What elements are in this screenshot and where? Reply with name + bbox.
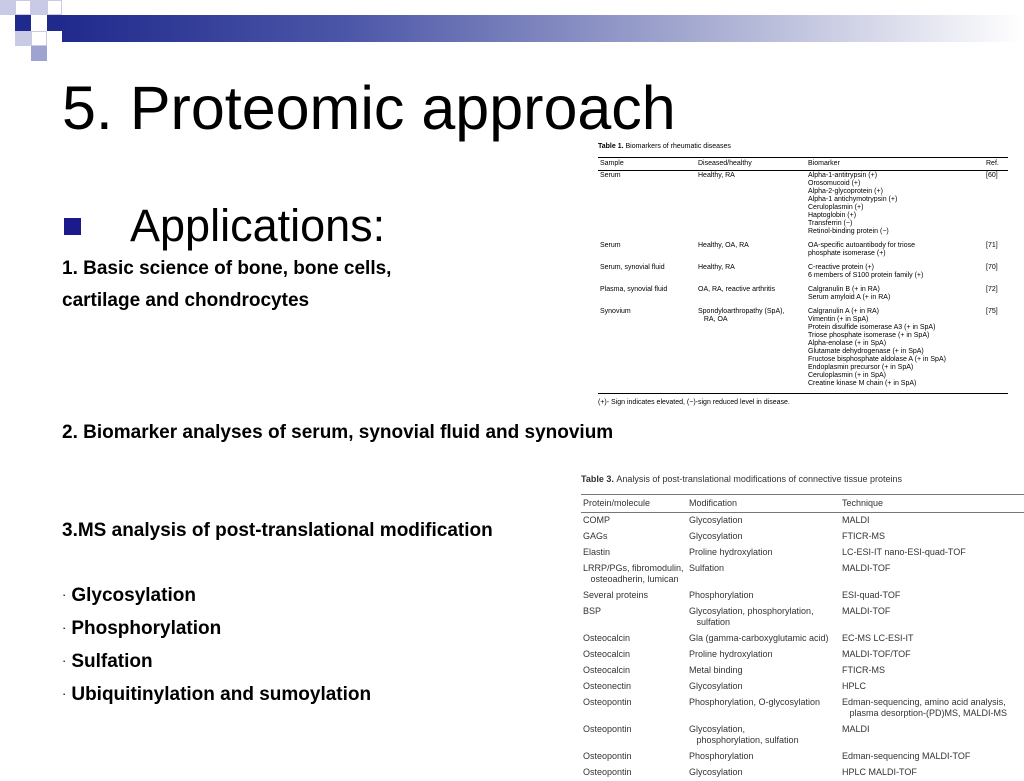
- table-cell: Edman-sequencing MALDI-TOF: [840, 749, 1024, 765]
- table-cell: [72]: [984, 285, 1008, 307]
- table-cell: FTICR-MS: [840, 529, 1024, 545]
- deco-square: [15, 0, 31, 15]
- table-cell: Osteopontin: [581, 722, 687, 749]
- table-cell: Elastin: [581, 545, 687, 561]
- table-cell: Plasma, synovial fluid: [598, 285, 696, 307]
- table-cell: MALDI-TOF/TOF: [840, 647, 1024, 663]
- table-row: [598, 307, 1008, 394]
- slide-title: 5. Proteomic approach: [62, 78, 676, 139]
- table-row: [581, 647, 1024, 663]
- deco-square: [31, 46, 47, 61]
- table-cell: Edman-sequencing, amino acid analysis, plasma desorption-(PD)MS, MALDI-MS: [840, 695, 1024, 722]
- table-cell: Synovium: [598, 307, 696, 394]
- table-row: [581, 561, 1024, 588]
- table3-figure: [581, 474, 1024, 781]
- table-cell: Gla (gamma-carboxyglutamic acid): [687, 631, 840, 647]
- text-line-1: 1. Basic science of bone, bone cells,: [62, 258, 391, 280]
- table-cell: Osteocalcin: [581, 663, 687, 679]
- text-line-2: cartilage and chondrocytes: [62, 290, 309, 312]
- table-cell: MALDI: [840, 513, 1024, 530]
- table-row: [598, 241, 1008, 263]
- list-item-label: Ubiquitinylation and sumoylation: [71, 684, 371, 705]
- table-row: [581, 529, 1024, 545]
- dot-bullet: ·: [62, 620, 66, 635]
- table-cell: HPLC: [840, 679, 1024, 695]
- table1-header-cell: Sample: [598, 158, 696, 171]
- table-cell: LRRP/PGs, fibromodulin, osteoadherin, lumican: [581, 561, 687, 588]
- table-cell: Alpha-1-antitrypsin (+) Orosomucoid (+) Alpha-2-glycoprotein (+) Alpha-1 antichymotrypsin (+) Ceruloplasmin (+) Haptoglobin (+) Transferrin (−) Retinol-binding protein (−): [806, 171, 984, 242]
- table-cell: [60]: [984, 171, 1008, 242]
- table-cell: Phosphorylation, O-glycosylation: [687, 695, 840, 722]
- table-row: [581, 749, 1024, 765]
- table-cell: EC-MS LC-ESI-IT: [840, 631, 1024, 647]
- deco-square: [0, 0, 15, 15]
- table-cell: Healthy, OA, RA: [696, 241, 806, 263]
- table-cell: BSP: [581, 604, 687, 631]
- table-cell: Proline hydroxylation: [687, 647, 840, 663]
- deco-square: [15, 31, 31, 46]
- table3-header-row: [581, 495, 1024, 513]
- table-cell: Glycosylation: [687, 529, 840, 545]
- table-cell: MALDI-TOF: [840, 604, 1024, 631]
- table-row: [581, 695, 1024, 722]
- table-cell: Metal binding: [687, 663, 840, 679]
- table3-caption-text: Analysis of post-translational modifications of connective tissue proteins: [616, 474, 902, 484]
- table-cell: Glycosylation: [687, 679, 840, 695]
- table-cell: MALDI: [840, 722, 1024, 749]
- table-row: [598, 263, 1008, 285]
- table-cell: Glycosylation, phosphorylation, sulfation: [687, 604, 840, 631]
- table-cell: Healthy, RA: [696, 263, 806, 285]
- text-line-4: 3.MS analysis of post-translational modification: [62, 520, 493, 542]
- table-cell: [75]: [984, 307, 1008, 394]
- table-row: [581, 588, 1024, 604]
- table-cell: Serum, synovial fluid: [598, 263, 696, 285]
- table-cell: Sulfation: [687, 561, 840, 588]
- table-cell: Healthy, RA: [696, 171, 806, 242]
- table3-header-cell: Technique: [840, 495, 1024, 513]
- list-item: [62, 585, 196, 607]
- table-row: [581, 513, 1024, 530]
- table-cell: MALDI-TOF: [840, 561, 1024, 588]
- table3-header-cell: Protein/molecule: [581, 495, 687, 513]
- table-cell: [71]: [984, 241, 1008, 263]
- table-cell: Serum: [598, 171, 696, 242]
- table-cell: Osteopontin: [581, 695, 687, 722]
- table-row: [581, 545, 1024, 561]
- deco-square: [47, 0, 62, 15]
- table-cell: C-reactive protein (+) 6 members of S100 protein family (+): [806, 263, 984, 285]
- table-row: [581, 663, 1024, 679]
- table-cell: Osteopontin: [581, 749, 687, 765]
- header-gradient-bar: [62, 15, 1024, 42]
- table-row: [581, 765, 1024, 781]
- table-cell: Osteocalcin: [581, 647, 687, 663]
- table-row: [581, 631, 1024, 647]
- table3-header-cell: Modification: [687, 495, 840, 513]
- table1-body: [598, 171, 1008, 394]
- table-cell: Several proteins: [581, 588, 687, 604]
- table-cell: GAGs: [581, 529, 687, 545]
- table-cell: HPLC MALDI-TOF: [840, 765, 1024, 781]
- table-cell: Glycosylation, phosphorylation, sulfation: [687, 722, 840, 749]
- list-item-label: Phosphorylation: [71, 618, 221, 639]
- table-row: [581, 722, 1024, 749]
- list-item: [62, 618, 221, 640]
- bullet-text: Applications:: [130, 200, 385, 252]
- text-line-3: 2. Biomarker analyses of serum, synovial fluid and synovium: [62, 422, 613, 444]
- table-cell: Spondyloarthropathy (SpA), RA, OA: [696, 307, 806, 394]
- table-cell: Phosphorylation: [687, 588, 840, 604]
- table-cell: FTICR-MS: [840, 663, 1024, 679]
- table-cell: Calgranulin B (+ in RA) Serum amyloid A (+ in RA): [806, 285, 984, 307]
- table3-caption-label: Table 3.: [581, 474, 614, 484]
- list-item: [62, 684, 371, 706]
- table-cell: Calgranulin A (+ in RA) Vimentin (+ in SpA) Protein disulfide isomerase A3 (+ in SpA) Triose phosphate isomerase (+ in SpA) Alpha-enolase (+ in SpA) Glutamate dehydrogenase (+ in SpA) Fructose bisphosphate aldolase A (+ in SpA) Endoplasmin precursor (+ in SpA) Ceruloplasmin (+ in SpA) Creatine kinase M chain (+ in SpA): [806, 307, 984, 394]
- table1-header-row: [598, 158, 1008, 171]
- table-cell: [70]: [984, 263, 1008, 285]
- table1-header-cell: Ref.: [984, 158, 1008, 171]
- table-cell: Phosphorylation: [687, 749, 840, 765]
- table1-caption-text: Biomarkers of rheumatic diseases: [626, 143, 731, 150]
- table-cell: OA-specific autoantibody for triose phosphate isomerase (+): [806, 241, 984, 263]
- table1-header-cell: Diseased/healthy: [696, 158, 806, 171]
- table-cell: ESI-quad-TOF: [840, 588, 1024, 604]
- list-item-label: Glycosylation: [71, 585, 196, 606]
- dot-bullet: ·: [62, 686, 66, 701]
- table1-footnote: (+)- Sign indicates elevated, (−)-sign reduced level in disease.: [598, 399, 1008, 407]
- table3-body: [581, 513, 1024, 781]
- deco-square: [31, 0, 47, 15]
- table1-caption: [598, 143, 1008, 151]
- table-cell: Osteopontin: [581, 765, 687, 781]
- deco-square: [15, 15, 31, 31]
- table-cell: Proline hydroxylation: [687, 545, 840, 561]
- table-row: [598, 285, 1008, 307]
- deco-square: [47, 15, 62, 31]
- table3-caption: [581, 474, 1024, 485]
- table-cell: Osteocalcin: [581, 631, 687, 647]
- table3: [581, 494, 1024, 781]
- table-row: [598, 171, 1008, 242]
- list-item-label: Sulfation: [71, 651, 152, 672]
- deco-square: [31, 15, 47, 31]
- table-cell: OA, RA, reactive arthritis: [696, 285, 806, 307]
- deco-square: [0, 15, 15, 31]
- table1: [598, 157, 1008, 394]
- table-cell: Glycosylation: [687, 513, 840, 530]
- list-item: [62, 651, 153, 673]
- table-cell: COMP: [581, 513, 687, 530]
- table-row: [581, 679, 1024, 695]
- table1-caption-label: Table 1.: [598, 143, 624, 150]
- table1-header-cell: Biomarker: [806, 158, 984, 171]
- table1-figure: [598, 143, 1008, 407]
- dot-bullet: ·: [62, 653, 66, 668]
- table-cell: Osteonectin: [581, 679, 687, 695]
- dot-bullet: ·: [62, 587, 66, 602]
- deco-square: [31, 31, 47, 46]
- table-cell: Glycosylation: [687, 765, 840, 781]
- table-cell: Serum: [598, 241, 696, 263]
- square-bullet-icon: [64, 218, 81, 235]
- table-cell: LC-ESI-IT nano-ESI-quad-TOF: [840, 545, 1024, 561]
- table-row: [581, 604, 1024, 631]
